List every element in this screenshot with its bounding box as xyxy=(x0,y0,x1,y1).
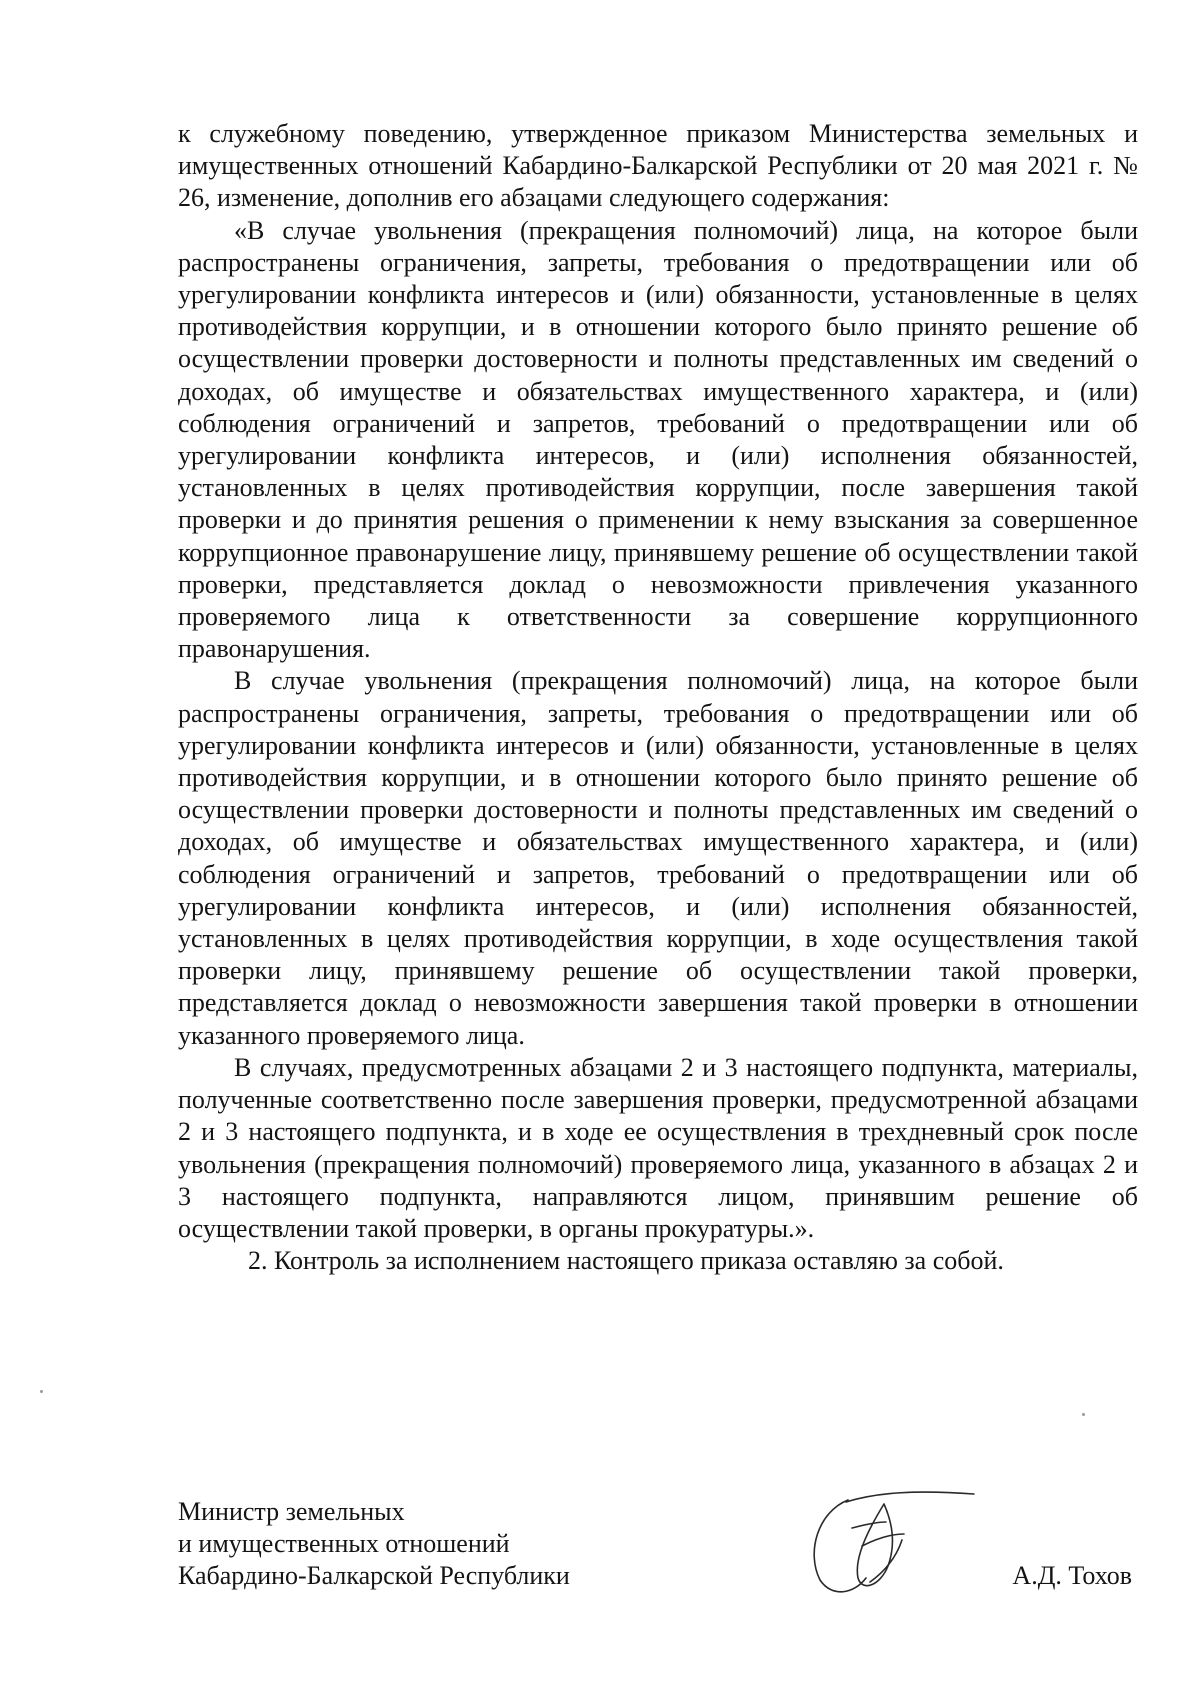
signature-block xyxy=(178,1496,1138,1616)
paragraph-quote-dismissal-after-check: «В случае увольнения (прекращения полномочий) лица, на которое были распространены ограничения, запреты, требования о предотвращении или об урегулировании конфликта интересов и (или) обязанности, установленные в целях противодействия коррупции, и в отношении которого было принято решение об осуществлении проверки достоверности и полноты представленных им сведений о доходах, об имуществе и обязательствах имущественного характера, и (или) соблюдения ограничений и запретов, требований о предотвращении или об урегулировании конфликта интересов, и (или) исполнения обязанностей, установленных в целях противодействия коррупции, после завершения такой проверки и до принятия решения о применении к нему взыскания за совершенное коррупционное правонарушение лицу, принявшему решение об осуществлении такой проверки, представляется доклад о невозможности привлечения указанного проверяемого лица к ответственности за совершение коррупционного правонарушения. xyxy=(178,215,1138,664)
signatory-position-line: Кабардино-Балкарской Республики xyxy=(178,1561,570,1590)
paragraph-materials-to-prosecutor: В случаях, предусмотренных абзацами 2 и 3 настоящего подпункта, материалы, полученные соответственно после завершения проверки, предусмотренной абзацами 2 и 3 настоящего подпункта, и в ходе ее осуществления в трехдневный срок после увольнения (прекращения полномочий) проверяемого лица, указанного в абзацах 2 и 3 настоящего подпункта, направляются лицом, принявшим решение об осуществлении такой проверки, в органы прокуратуры.». xyxy=(178,1052,1138,1243)
handwritten-signature-icon xyxy=(788,1482,978,1602)
signatory-position-line: и имущественных отношений xyxy=(178,1529,510,1558)
signatory-position xyxy=(178,1496,570,1592)
paragraph-dismissal-during-check: В случае увольнения (прекращения полномочий) лица, на которое были распространены ограничения, запреты, требования о предотвращении или об урегулировании конфликта интересов и (или) обязанности, установленные в целях противодействия коррупции, и в отношении которого было принято решение об осуществлении проверки достоверности и полноты представленных им сведений о доходах, об имуществе и обязательствах имущественного характера, и (или) соблюдения ограничений и запретов, требований о предотвращении или об урегулировании конфликта интересов, и (или) исполнения обязанностей, установленных в целях противодействия коррупции, в ходе осуществления такой проверки лицу, принявшему решение об осуществлении такой проверки, представляется доклад о невозможности завершения такой проверки в отношении указанного проверяемого лица. xyxy=(178,666,1138,1050)
scan-dot xyxy=(1082,1413,1085,1416)
paragraph-amendment-intro: к служебному поведению, утвержденное приказом Министерства земельных и имущественных отношений Кабардино-Балкарской Республики от 20 мая 2021 г. № 26, изменение, дополнив его абзацами следующего содержания: xyxy=(178,119,1138,213)
signatory-position-line: Министр земельных xyxy=(178,1497,405,1526)
paragraph-control-clause: 2. Контроль за исполнением настоящего приказа оставляю за собой. xyxy=(248,1246,1004,1276)
signer-name: А.Д. Тохов xyxy=(1012,1561,1132,1590)
scan-dot xyxy=(40,1390,43,1393)
document-body xyxy=(178,118,1138,1277)
